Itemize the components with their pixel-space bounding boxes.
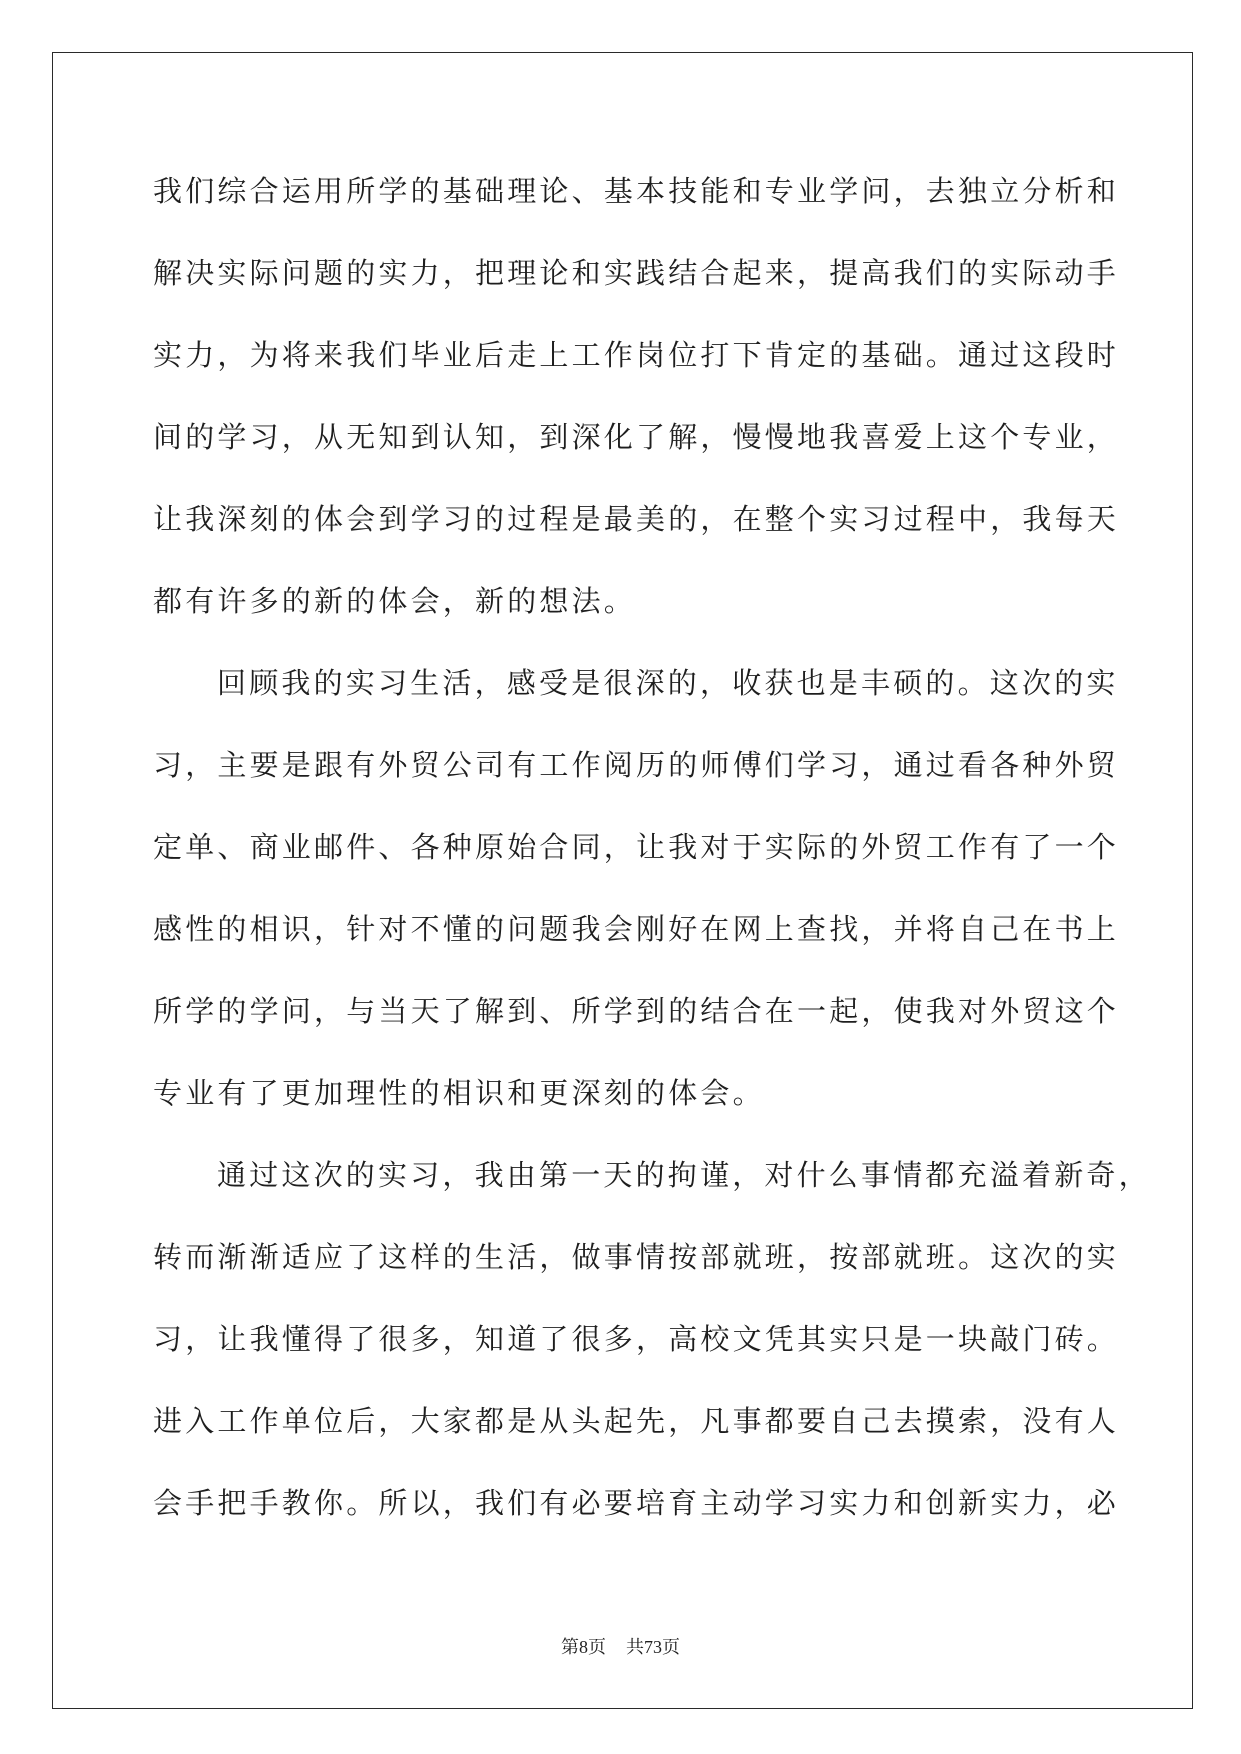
text-line: 通过这次的实习，我由第一天的拘谨，对什么事情都充溢着新奇， — [217, 1158, 1151, 1192]
text-line: 定单、商业邮件、各种原始合同，让我对于实际的外贸工作有了一个 — [153, 830, 1120, 864]
paragraph — [153, 1134, 1163, 1544]
text-line: 习，主要是跟有外贸公司有工作阅历的师傅们学习，通过看各种外贸 — [153, 748, 1120, 782]
total-pages-label: 共73页 — [626, 1637, 680, 1657]
paragraph — [153, 642, 1163, 1134]
text-line: 习，让我懂得了很多，知道了很多，高校文凭其实只是一块敲门砖。 — [153, 1322, 1120, 1356]
text-line: 转而渐渐适应了这样的生活，做事情按部就班，按部就班。这次的实 — [153, 1240, 1120, 1274]
paragraph — [153, 150, 1163, 642]
current-page-label: 第8页 — [561, 1637, 606, 1657]
text-line: 感性的相识，针对不懂的问题我会刚好在网上查找，并将自己在书上 — [153, 912, 1120, 946]
text-line: 会手把手教你。所以，我们有必要培育主动学习实力和创新实力，必 — [153, 1486, 1120, 1520]
text-line: 实力，为将来我们毕业后走上工作岗位打下肯定的基础。通过这段时 — [153, 338, 1120, 372]
text-line: 进入工作单位后，大家都是从头起先，凡事都要自己去摸索，没有人 — [153, 1404, 1120, 1438]
text-line: 专业有了更加理性的相识和更深刻的体会。 — [153, 1076, 765, 1110]
text-line: 解决实际问题的实力，把理论和实践结合起来，提高我们的实际动手 — [153, 256, 1120, 290]
text-line: 我们综合运用所学的基础理论、基本技能和专业学问，去独立分析和 — [153, 174, 1120, 208]
text-line: 都有许多的新的体会，新的想法。 — [153, 584, 637, 618]
body-text — [153, 150, 1163, 1544]
text-line: 让我深刻的体会到学习的过程是最美的，在整个实习过程中，我每天 — [153, 502, 1120, 536]
text-line: 回顾我的实习生活，感受是很深的，收获也是丰硕的。这次的实 — [217, 666, 1119, 700]
text-line: 所学的学问，与当天了解到、所学到的结合在一起，使我对外贸这个 — [153, 994, 1120, 1028]
text-line: 间的学习，从无知到认知，到深化了解，慢慢地我喜爱上这个专业， — [153, 420, 1120, 454]
page-footer — [0, 1634, 1241, 1660]
